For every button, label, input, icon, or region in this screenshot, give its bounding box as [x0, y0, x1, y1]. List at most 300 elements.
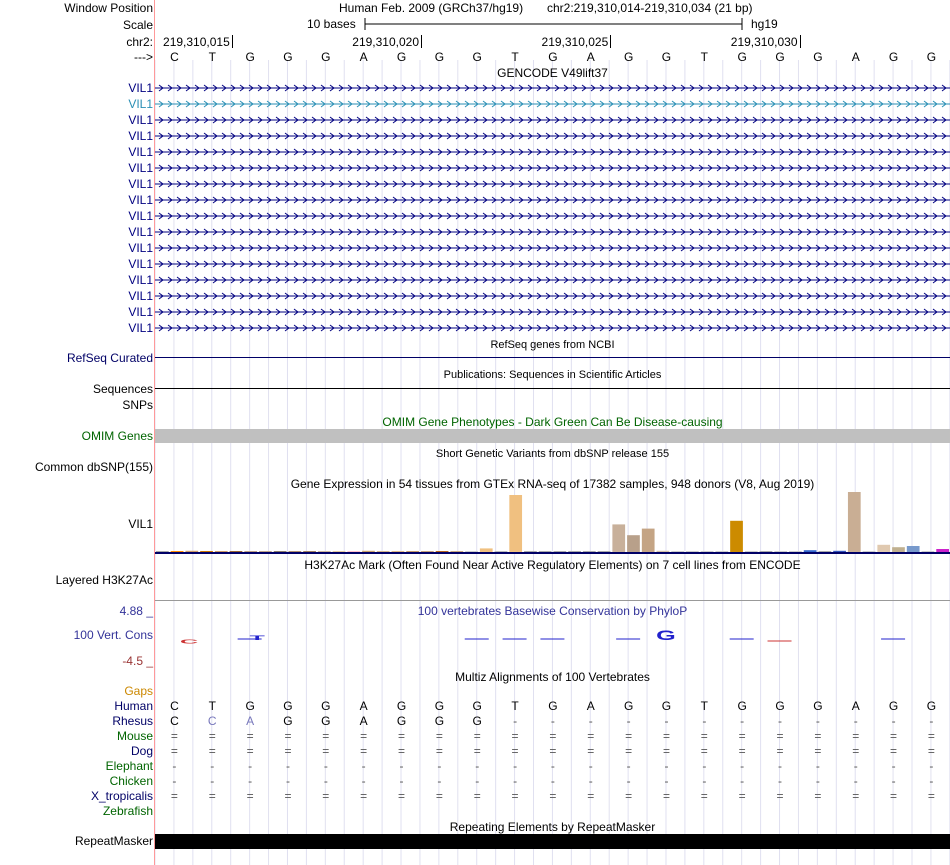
gencode-gene-model[interactable] — [155, 290, 950, 302]
gtex-tissue-bar — [450, 551, 463, 552]
multiz-species-label[interactable]: Rhesus — [112, 714, 153, 728]
gtex-tissue-bar — [259, 551, 272, 552]
multiz-base: - — [740, 774, 745, 788]
base-letter: C — [170, 50, 179, 64]
base-letter: G — [775, 50, 785, 64]
gtex-tissue-bar — [568, 551, 581, 552]
gtex-tissue-bar — [230, 551, 243, 552]
gtex-tissue-bar — [421, 551, 434, 552]
multiz-base: = — [398, 789, 406, 803]
gtex-tissue-bar — [244, 551, 257, 552]
gaps-label[interactable]: Gaps — [124, 684, 153, 698]
gtex-tissue-bar — [907, 546, 920, 552]
gtex-track-label[interactable]: VIL1 — [128, 517, 153, 531]
gencode-gene-label[interactable]: VIL1 — [128, 209, 153, 223]
gencode-gene-model[interactable] — [155, 114, 950, 126]
phylop-ymax-label: 4.88 _ — [119, 604, 153, 618]
gencode-gene-label[interactable]: VIL1 — [128, 145, 153, 159]
multiz-base: = — [927, 729, 935, 743]
gtex-tissue-bar — [303, 551, 316, 552]
multiz-base: = — [852, 744, 860, 758]
multiz-base: = — [587, 729, 595, 743]
multiz-base: G — [775, 699, 785, 713]
multiz-base: - — [285, 759, 290, 773]
gtex-tissue-bar — [377, 551, 390, 552]
gtex-tissue-bar — [745, 551, 758, 552]
dbsnp-track-title: Short Genetic Variants from dbSNP release 155 — [435, 448, 670, 460]
base-letter: G — [888, 50, 899, 64]
multiz-base: = — [511, 744, 519, 758]
base-letter: G — [737, 50, 747, 64]
multiz-base: - — [210, 774, 215, 788]
multiz-base: = — [322, 744, 330, 758]
gtex-tissue-bar — [774, 551, 787, 552]
publications-line[interactable] — [155, 388, 950, 389]
multiz-base: G — [321, 714, 331, 728]
multiz-base: G — [434, 714, 445, 728]
phylop-base-logo: C — [179, 639, 199, 645]
repeatmasker-track-label[interactable]: RepeatMasker — [74, 834, 153, 848]
base-letter: G — [472, 50, 482, 64]
multiz-base: - — [248, 774, 253, 788]
multiz-base: - — [778, 759, 783, 773]
gtex-tissue-bar — [289, 551, 302, 552]
multiz-base: = — [435, 744, 443, 758]
multiz-base: G — [283, 714, 293, 728]
gencode-gene-label[interactable]: VIL1 — [128, 113, 153, 127]
multiz-base: = — [398, 744, 406, 758]
multiz-base: A — [246, 714, 255, 728]
multiz-base: - — [475, 774, 480, 788]
gencode-gene-model[interactable] — [155, 130, 950, 142]
phylop-track-title: 100 vertebrates Basewise Conservation by PhyloP — [417, 604, 688, 618]
multiz-base: = — [662, 729, 670, 743]
multiz-base: = — [814, 789, 822, 803]
multiz-base: - — [361, 759, 366, 773]
multiz-base: - — [172, 759, 177, 773]
gtex-bar-chart[interactable] — [155, 492, 950, 556]
coord-tick-mark — [610, 35, 611, 48]
gencode-gene-model[interactable] — [155, 210, 950, 222]
gtex-tissue-bar — [509, 495, 522, 552]
gtex-tissue-bar — [554, 551, 567, 552]
multiz-base: - — [588, 774, 593, 788]
coord-tick-label: 219,310,020 — [352, 35, 420, 49]
base-letter: G — [661, 50, 672, 64]
multiz-base: = — [246, 729, 254, 743]
phylop-base-logo: T — [249, 633, 265, 642]
multiz-base: - — [513, 759, 518, 773]
multiz-base: G — [661, 699, 672, 713]
gtex-tissue-bar — [495, 551, 508, 552]
strand-label: ---> — [134, 50, 153, 64]
multiz-base: G — [396, 699, 407, 713]
gtex-tissue-bar — [200, 551, 213, 552]
multiz-base: G — [888, 699, 899, 713]
gencode-gene-model[interactable] — [155, 226, 950, 238]
base-letter: T — [511, 50, 519, 64]
multiz-base: - — [702, 759, 707, 773]
multiz-base: - — [513, 774, 518, 788]
multiz-species-label[interactable]: Mouse — [116, 729, 153, 743]
multiz-base: - — [815, 714, 820, 728]
gtex-tissue-bar — [392, 551, 405, 552]
window-position-label: Window Position — [64, 1, 153, 15]
h3k27ac-track-label[interactable]: Layered H3K27Ac — [55, 573, 153, 587]
multiz-base: - — [210, 759, 215, 773]
multiz-track-title: Multiz Alignments of 100 Vertebrates — [455, 670, 650, 684]
gencode-track-title: GENCODE V49lift37 — [497, 66, 608, 80]
multiz-species-label[interactable]: X_tropicalis — [90, 789, 153, 803]
gencode-gene-model[interactable] — [155, 322, 950, 334]
multiz-base: = — [662, 789, 670, 803]
gtex-tissue-bar — [701, 551, 714, 552]
multiz-base: G — [623, 699, 634, 713]
gtex-tissue-bar — [465, 551, 478, 552]
multiz-base: - — [550, 759, 555, 773]
multiz-base: - — [891, 759, 896, 773]
gtex-tissue-bar — [215, 551, 228, 552]
h3k27ac-baseline — [155, 600, 950, 601]
gtex-tissue-bar — [318, 551, 331, 552]
multiz-base: - — [929, 759, 934, 773]
multiz-base: - — [929, 714, 934, 728]
gtex-tissue-bar — [480, 548, 493, 552]
base-letter: G — [434, 50, 445, 64]
gtex-tissue-bar — [686, 551, 699, 552]
gtex-tissue-bar — [657, 551, 670, 552]
multiz-base: - — [740, 714, 745, 728]
phylop-track-label[interactable]: 100 Vert. Cons — [73, 628, 153, 642]
multiz-species-label[interactable]: Human — [114, 699, 153, 713]
multiz-base: = — [435, 729, 443, 743]
gtex-tissue-bar — [539, 551, 552, 552]
gencode-gene-model[interactable] — [155, 146, 950, 158]
multiz-base: = — [284, 744, 292, 758]
multiz-base: = — [170, 729, 178, 743]
multiz-base: G — [926, 699, 937, 713]
multiz-base: - — [323, 759, 328, 773]
gencode-gene-label[interactable]: VIL1 — [128, 97, 153, 111]
gtex-tissue-bar — [730, 521, 743, 552]
multiz-base: - — [437, 774, 442, 788]
multiz-base: = — [322, 729, 330, 743]
multiz-base: = — [473, 744, 481, 758]
multiz-base: = — [738, 729, 746, 743]
gencode-gene-model[interactable] — [155, 82, 950, 94]
multiz-base: G — [472, 699, 482, 713]
multiz-base: = — [587, 789, 595, 803]
gencode-gene-label[interactable]: VIL1 — [128, 177, 153, 191]
multiz-base: = — [662, 744, 670, 758]
multiz-base: = — [927, 744, 935, 758]
gtex-tissue-bar — [171, 551, 184, 552]
gtex-tissue-bar — [877, 545, 890, 552]
multiz-base: - — [588, 759, 593, 773]
multiz-base: - — [778, 774, 783, 788]
gtex-tissue-bar — [819, 551, 832, 552]
multiz-base: - — [664, 759, 669, 773]
gtex-tissue-bar — [598, 551, 611, 552]
multiz-base: = — [814, 744, 822, 758]
multiz-base: G — [283, 699, 293, 713]
base-letter: G — [283, 50, 293, 64]
multiz-base: = — [738, 789, 746, 803]
multiz-base: = — [435, 789, 443, 803]
gencode-gene-label[interactable]: VIL1 — [128, 81, 153, 95]
multiz-base: A — [359, 699, 368, 713]
gencode-gene-model[interactable] — [155, 242, 950, 254]
multiz-base: - — [399, 759, 404, 773]
gencode-gene-model[interactable] — [155, 98, 950, 110]
phylop-ymin-label: -4.5 _ — [122, 654, 153, 668]
multiz-base: = — [473, 729, 481, 743]
gencode-gene-model[interactable] — [155, 306, 950, 318]
multiz-base: = — [625, 744, 633, 758]
multiz-base: = — [360, 729, 368, 743]
multiz-base: = — [322, 789, 330, 803]
multiz-base: = — [360, 789, 368, 803]
coord-tick-mark — [800, 35, 801, 48]
multiz-base: = — [852, 729, 860, 743]
gencode-gene-model[interactable] — [155, 258, 950, 270]
multiz-base: - — [929, 774, 934, 788]
gencode-gene-model[interactable] — [155, 274, 950, 286]
multiz-base: = — [776, 744, 784, 758]
gtex-tissue-bar — [156, 551, 169, 552]
base-letter: G — [245, 50, 255, 64]
multiz-base: A — [586, 699, 595, 713]
multiz-base: - — [702, 714, 707, 728]
multiz-base: - — [853, 759, 858, 773]
scale-bar — [360, 17, 750, 31]
phylop-base-logo: G — [656, 628, 676, 644]
multiz-base: - — [550, 714, 555, 728]
coord-tick-label: 219,310,030 — [730, 35, 798, 49]
snps-track-label[interactable]: SNPs — [122, 398, 153, 412]
gencode-gene-model[interactable] — [155, 194, 950, 206]
multiz-species-label[interactable]: Zebrafish — [102, 804, 153, 818]
gencode-gene-label[interactable]: VIL1 — [128, 305, 153, 319]
gtex-tissue-bar — [524, 551, 537, 552]
multiz-base: - — [513, 714, 518, 728]
multiz-base: = — [284, 729, 292, 743]
multiz-base: G — [737, 699, 747, 713]
publications-track-title: Publications: Sequences in Scientific Articles — [443, 369, 662, 381]
multiz-base: G — [813, 699, 823, 713]
base-letter: A — [359, 50, 368, 64]
base-letter: G — [623, 50, 634, 64]
coord-tick-label: 219,310,015 — [163, 35, 230, 49]
base-letter: A — [851, 50, 860, 64]
multiz-base: = — [700, 789, 708, 803]
omim-track-title: OMIM Gene Phenotypes - Dark Green Can Be Disease-causing — [382, 415, 723, 429]
multiz-base: G — [321, 699, 331, 713]
phylop-logo-chart[interactable] — [155, 620, 950, 660]
coord-tick-mark — [421, 35, 422, 48]
multiz-base: - — [285, 774, 290, 788]
gencode-gene-label[interactable]: VIL1 — [128, 257, 153, 271]
gtex-tissue-bar — [627, 535, 640, 552]
multiz-base: - — [853, 714, 858, 728]
multiz-base: C — [170, 699, 179, 713]
multiz-base: = — [927, 789, 935, 803]
multiz-base: = — [776, 789, 784, 803]
gtex-tissue-bar — [185, 551, 198, 552]
multiz-base: = — [170, 744, 178, 758]
multiz-base: - — [891, 774, 896, 788]
multiz-base: G — [434, 699, 445, 713]
position-text: chr2:219,310,014-219,310,034 (21 bp) — [547, 1, 753, 15]
multiz-base: - — [323, 774, 328, 788]
gtex-tissue-bar — [583, 551, 596, 552]
base-letter: G — [813, 50, 823, 64]
gtex-tissue-bar — [833, 551, 846, 552]
chrom-label: chr2: — [126, 35, 153, 49]
multiz-base: - — [664, 774, 669, 788]
gtex-track-title: Gene Expression in 54 tissues from GTEx RNA-seq of 17382 samples, 948 donors (V8, Aug 2019) — [290, 477, 815, 491]
multiz-base: = — [208, 744, 216, 758]
scale-bar-text: 10 bases — [307, 17, 356, 31]
refseq-gene-line[interactable] — [155, 357, 950, 358]
multiz-base: = — [246, 744, 254, 758]
multiz-base: = — [473, 789, 481, 803]
multiz-base: - — [702, 774, 707, 788]
multiz-base: T — [208, 699, 216, 713]
multiz-base: - — [550, 774, 555, 788]
gencode-gene-label[interactable]: VIL1 — [128, 193, 153, 207]
assembly-text: Human Feb. 2009 (GRCh37/hg19) — [339, 1, 524, 15]
multiz-base: = — [284, 789, 292, 803]
multiz-base: - — [475, 759, 480, 773]
coord-tick-label: 219,310,025 — [541, 35, 609, 49]
refseq-track-title: RefSeq genes from NCBI — [490, 339, 615, 351]
multiz-base: = — [890, 789, 898, 803]
gencode-gene-label[interactable]: VIL1 — [128, 129, 153, 143]
multiz-base: T — [700, 699, 708, 713]
multiz-base: - — [740, 759, 745, 773]
gtex-tissue-bar — [347, 551, 360, 552]
gtex-tissue-bar — [863, 551, 876, 552]
coord-tick-mark — [232, 35, 233, 48]
multiz-base: = — [246, 789, 254, 803]
multiz-base: - — [626, 759, 631, 773]
gencode-gene-model[interactable] — [155, 178, 950, 190]
multiz-base: = — [814, 729, 822, 743]
multiz-base: A — [851, 699, 860, 713]
multiz-base: = — [587, 744, 595, 758]
multiz-base: - — [815, 759, 820, 773]
multiz-base: = — [511, 729, 519, 743]
gencode-gene-label[interactable]: VIL1 — [128, 273, 153, 287]
gtex-tissue-bar — [804, 550, 817, 552]
multiz-base: = — [625, 789, 633, 803]
multiz-base: = — [852, 789, 860, 803]
gtex-tissue-bar — [612, 524, 625, 552]
multiz-base: = — [170, 789, 178, 803]
gencode-gene-label[interactable]: VIL1 — [128, 225, 153, 239]
base-letter: T — [700, 50, 708, 64]
base-letter: T — [208, 50, 216, 64]
multiz-base: = — [549, 729, 557, 743]
multiz-base: - — [588, 714, 593, 728]
gtex-tissue-bar — [715, 551, 728, 552]
scale-db: hg19 — [751, 17, 778, 31]
multiz-base: - — [626, 774, 631, 788]
multiz-species-label[interactable]: Chicken — [109, 774, 153, 788]
base-letter: G — [548, 50, 558, 64]
multiz-base: = — [700, 729, 708, 743]
multiz-base: - — [815, 774, 820, 788]
multiz-base: = — [398, 729, 406, 743]
multiz-base: = — [890, 744, 898, 758]
multiz-species-label[interactable]: Dog — [130, 744, 153, 758]
gencode-gene-label[interactable]: VIL1 — [128, 161, 153, 175]
gencode-gene-model[interactable] — [155, 162, 950, 174]
gtex-tissue-bar — [936, 549, 949, 552]
gtex-tissue-bar — [922, 551, 935, 552]
gtex-tissue-bar — [274, 551, 287, 552]
multiz-base: - — [399, 774, 404, 788]
gtex-tissue-bar — [333, 551, 346, 552]
gtex-tissue-bar — [848, 492, 861, 552]
omim-gene-bar[interactable] — [155, 429, 950, 443]
gencode-gene-label[interactable]: VIL1 — [128, 289, 153, 303]
base-letter: G — [396, 50, 407, 64]
multiz-base: - — [664, 714, 669, 728]
base-letter: G — [926, 50, 937, 64]
multiz-base: A — [359, 714, 368, 728]
multiz-base: - — [248, 759, 253, 773]
gtex-tissue-bar — [406, 551, 419, 552]
multiz-base: - — [172, 774, 177, 788]
omim-track-label[interactable]: OMIM Genes — [81, 429, 153, 443]
multiz-base: = — [549, 744, 557, 758]
multiz-base: - — [853, 774, 858, 788]
multiz-base: - — [361, 774, 366, 788]
multiz-base: - — [778, 714, 783, 728]
publications-track-label[interactable]: Sequences — [92, 382, 153, 396]
gencode-gene-label[interactable]: VIL1 — [128, 241, 153, 255]
repeatmasker-track-title: Repeating Elements by RepeatMasker — [449, 820, 656, 834]
multiz-base: = — [700, 744, 708, 758]
multiz-base: - — [437, 759, 442, 773]
gtex-tissue-bar — [642, 529, 655, 552]
dbsnp-track-label[interactable]: Common dbSNP(155) — [34, 460, 153, 474]
gencode-gene-label[interactable]: VIL1 — [128, 321, 153, 335]
multiz-species-label[interactable]: Elephant — [105, 759, 153, 773]
multiz-base: C — [207, 714, 217, 728]
repeatmasker-bar[interactable] — [155, 834, 950, 849]
gtex-tissue-bar — [362, 551, 375, 552]
multiz-base: = — [738, 744, 746, 758]
multiz-base: - — [891, 714, 896, 728]
multiz-base: = — [549, 789, 557, 803]
multiz-base: = — [776, 729, 784, 743]
gtex-tissue-bar — [671, 551, 684, 552]
refseq-track-label[interactable]: RefSeq Curated — [66, 351, 153, 365]
multiz-base: - — [626, 714, 631, 728]
multiz-base: G — [472, 714, 482, 728]
multiz-base: C — [170, 714, 179, 728]
gtex-tissue-bar — [436, 551, 449, 552]
gtex-tissue-bar — [789, 551, 802, 552]
multiz-base: T — [511, 699, 519, 713]
gtex-tissue-bar — [892, 547, 905, 552]
multiz-base: G — [245, 699, 255, 713]
multiz-base: = — [208, 789, 216, 803]
multiz-base: = — [511, 789, 519, 803]
